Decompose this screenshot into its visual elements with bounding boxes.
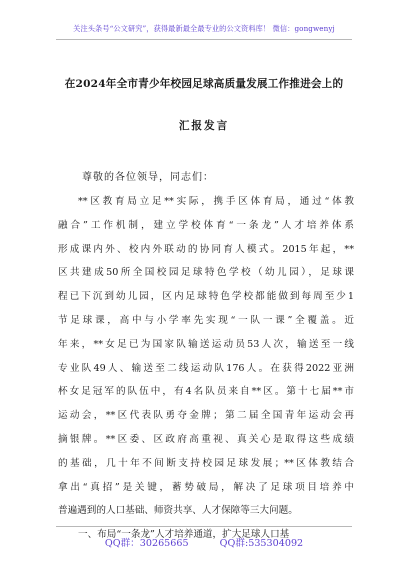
body-line: 的基础，几十年不间断支持校园足球发展；**区体教结合 [58, 457, 354, 469]
footer-qq-group-2: QQ群:535304092 [219, 538, 304, 549]
body-line: 拿出“真招”是关键，蓄势破局，解决了足球项目培养中 [58, 481, 354, 493]
document-title: 在2024年全市青少年校园足球高质量发展工作推进会上的 [64, 78, 344, 90]
section-heading-line: 一、布局“一条龙”人才培养通道，扩大足球人口基 [78, 529, 290, 541]
body-line: 运动会，**区代表队勇夺金牌；第二届全国青年运动会再 [58, 410, 354, 422]
body-line: 普遍遇到的人口基础、师资共享、人才保障等三大问题。 [58, 505, 298, 517]
body-line: 区共建成50所全国校园足球特色学校（幼儿园），足球课 [58, 267, 354, 279]
footer-divider [56, 526, 352, 527]
footer-qq-group-1: QQ群：30265665 [104, 538, 189, 549]
header-banner: 关注头条号“公文研究”，获得最新最全最专业的公文资料库！ 微信：gongwenyj [73, 24, 335, 33]
document-subtitle: 汇报发言 [178, 120, 230, 132]
body-line: 专业队49人、输送至二线运动队176人。在获得2022亚洲 [58, 362, 354, 374]
salutation: 尊敬的各位领导，同志们： [82, 172, 214, 183]
document-body [58, 190, 354, 547]
body-line: 杯女足冠军的队伍中，有4名队员来自**区。第十七届**市 [58, 386, 354, 398]
body-line: 年来，**女足已为国家队输送运动员53人次，输送至一线 [58, 338, 354, 350]
body-line: 融合”工作机制，建立学校体育“一条龙”人才培养体系 [58, 219, 354, 231]
footer [0, 535, 408, 549]
header-divider [56, 39, 352, 40]
body-line: 摘银牌。**区委、区政府高重视、真关心是取得这些成绩 [58, 433, 354, 445]
body-line: 形成课内外、校内外联动的协同育人模式。2015年起，** [58, 243, 354, 255]
body-line: **区教育局立足**实际，携手区体育局，通过“体教 [78, 196, 354, 207]
body-line: 节足球课，高中与小学率先实现“一队一课”全覆盖。近 [58, 314, 354, 326]
body-line: 程已下沉到幼儿园，区内足球特色学校都能做到每周至少1 [58, 291, 354, 303]
